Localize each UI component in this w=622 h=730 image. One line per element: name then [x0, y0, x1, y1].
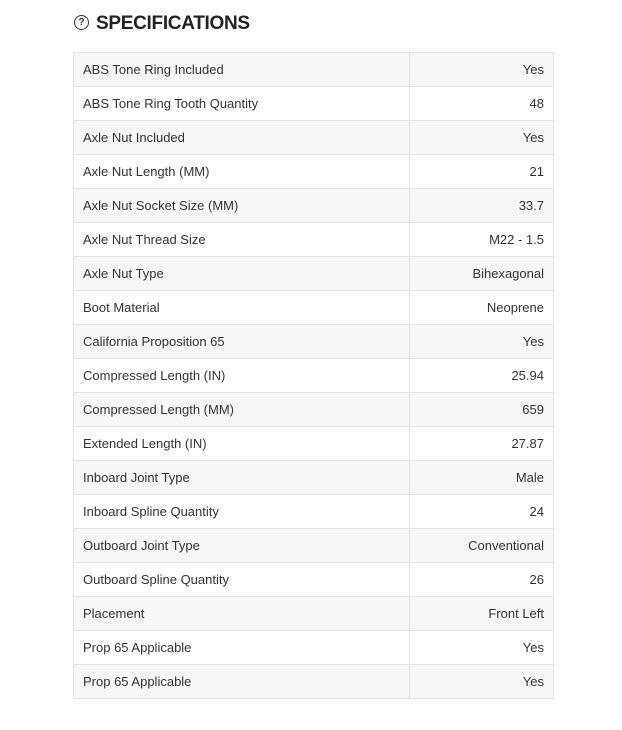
- spec-value: 24: [410, 495, 554, 529]
- spec-value: Yes: [410, 53, 554, 87]
- spec-value: Male: [410, 461, 554, 495]
- spec-label: Prop 65 Applicable: [74, 631, 410, 665]
- table-row: [74, 87, 554, 121]
- spec-label: ABS Tone Ring Tooth Quantity: [74, 87, 410, 121]
- spec-label: Outboard Joint Type: [74, 529, 410, 563]
- spec-label: Inboard Joint Type: [74, 461, 410, 495]
- spec-value: 26: [410, 563, 554, 597]
- spec-value: 659: [410, 393, 554, 427]
- table-row: [74, 121, 554, 155]
- table-row: [74, 359, 554, 393]
- spec-value: 27.87: [410, 427, 554, 461]
- spec-value: Bihexagonal: [410, 257, 554, 291]
- table-row: [74, 325, 554, 359]
- specifications-table: [73, 52, 554, 699]
- spec-value: Yes: [410, 325, 554, 359]
- spec-value: Conventional: [410, 529, 554, 563]
- spec-label: Inboard Spline Quantity: [74, 495, 410, 529]
- spec-label: Compressed Length (MM): [74, 393, 410, 427]
- table-row: [74, 597, 554, 631]
- spec-label: Axle Nut Thread Size: [74, 223, 410, 257]
- table-row: [74, 291, 554, 325]
- spec-value: Yes: [410, 121, 554, 155]
- spec-value: 25.94: [410, 359, 554, 393]
- spec-label: Boot Material: [74, 291, 410, 325]
- section-title: SPECIFICATIONS: [96, 13, 250, 34]
- table-row: [74, 461, 554, 495]
- table-row: [74, 529, 554, 563]
- spec-value: 48: [410, 87, 554, 121]
- spec-value: Yes: [410, 665, 554, 699]
- spec-value: Neoprene: [410, 291, 554, 325]
- table-row: [74, 563, 554, 597]
- help-circle-icon[interactable]: ?: [74, 15, 89, 30]
- spec-value: 21: [410, 155, 554, 189]
- table-row: [74, 189, 554, 223]
- spec-label: Prop 65 Applicable: [74, 665, 410, 699]
- table-row: [74, 427, 554, 461]
- spec-value: Front Left: [410, 597, 554, 631]
- spec-label: Extended Length (IN): [74, 427, 410, 461]
- spec-label: Outboard Spline Quantity: [74, 563, 410, 597]
- table-row: [74, 155, 554, 189]
- spec-label: Axle Nut Included: [74, 121, 410, 155]
- spec-label: California Proposition 65: [74, 325, 410, 359]
- spec-label: Axle Nut Type: [74, 257, 410, 291]
- spec-value: Yes: [410, 631, 554, 665]
- table-row: [74, 53, 554, 87]
- table-row: [74, 495, 554, 529]
- spec-value: 33.7: [410, 189, 554, 223]
- table-row: [74, 257, 554, 291]
- spec-value: M22 - 1.5: [410, 223, 554, 257]
- specifications-header: [74, 12, 250, 36]
- spec-label: ABS Tone Ring Included: [74, 53, 410, 87]
- table-row: [74, 631, 554, 665]
- table-row: [74, 393, 554, 427]
- spec-label: Axle Nut Length (MM): [74, 155, 410, 189]
- spec-label: Axle Nut Socket Size (MM): [74, 189, 410, 223]
- spec-label: Compressed Length (IN): [74, 359, 410, 393]
- table-row: [74, 223, 554, 257]
- table-row: [74, 665, 554, 699]
- spec-label: Placement: [74, 597, 410, 631]
